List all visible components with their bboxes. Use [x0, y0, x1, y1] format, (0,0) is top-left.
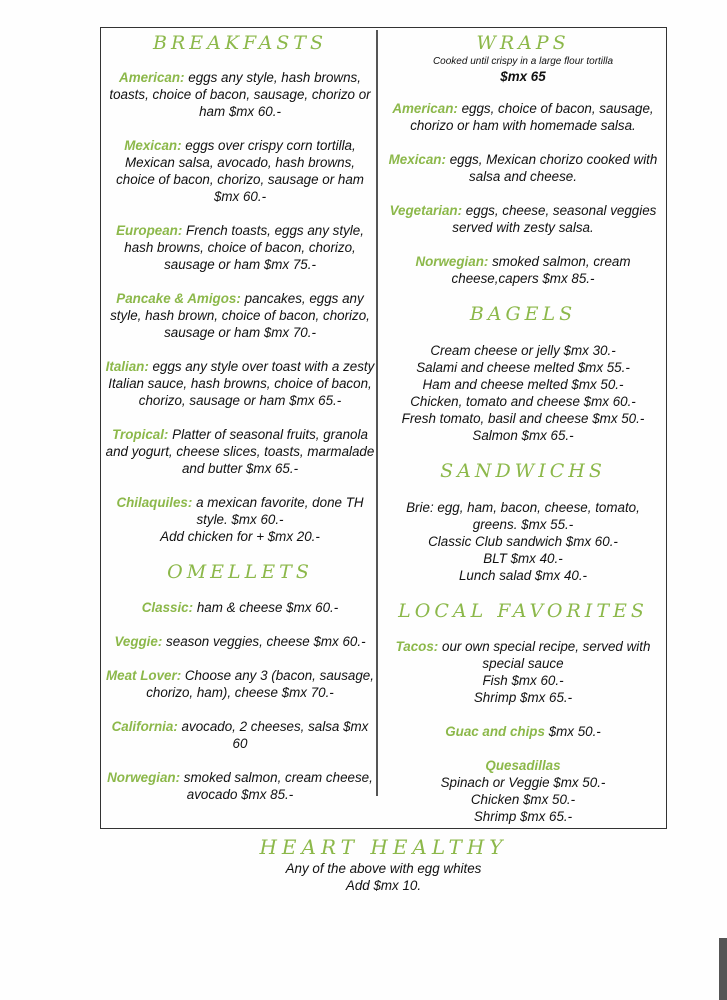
bagel-line: Fresh tomato, basil and cheese $mx 50.- — [401, 411, 645, 426]
breakfast-item: Italian: eggs any style over toast with a zesty Italian sauce, hash browns, choice of bacon, chorizo, sausage or ham $mx 65.- — [105, 359, 375, 408]
local-favorites-title: LOCAL FAVORITES — [398, 600, 648, 622]
tacos-fish: Fish $mx 60.- — [482, 673, 564, 688]
quesadilla-line: Spinach or Veggie $mx 50.- — [440, 775, 606, 790]
breakfast-item: Chilaquiles: a mexican favorite, done TH style. $mx 60.- Add chicken for + $mx 20.- — [116, 495, 364, 544]
guac-item: Guac and chips $mx 50.- — [445, 724, 601, 739]
breakfast-item: Mexican: eggs over crispy corn tortilla, Mexican salsa, avocado, hash browns, choice of bacon, chorizo, sausage or ham $mx 60.- — [116, 138, 364, 204]
left-column — [104, 30, 376, 803]
right-column — [382, 30, 664, 825]
omelet-item: Classic: ham & cheese $mx 60.- — [141, 600, 339, 615]
breakfast-item: Tropical: Platter of seasonal fruits, granola and yogurt, cheese slices, toasts, marmalade and butter $mx 65.- — [105, 427, 375, 476]
wrap-item: Mexican: eggs, Mexican chorizo cooked with salsa and cheese. — [388, 152, 658, 184]
wraps-price: $mx 65 — [500, 69, 546, 84]
tacos-shrimp: Shrimp $mx 65.- — [473, 690, 573, 705]
omelets-title: OMELLETS — [167, 561, 313, 583]
omelet-item: Meat Lover: Choose any 3 (bacon, sausage, chorizo, ham), cheese $mx 70.- — [106, 668, 374, 700]
bagel-line: Salami and cheese melted $mx 55.- — [416, 360, 630, 375]
sandwich-line: Lunch salad $mx 40.- — [458, 568, 588, 583]
wrap-item: American: eggs, choice of bacon, sausage, chorizo or ham with homemade salsa. — [392, 101, 654, 133]
sandwich-line: Brie: egg, ham, bacon, cheese, tomato, greens. $mx 55.- — [406, 500, 640, 532]
breakfast-item: European: French toasts, eggs any style, hash browns, choice of bacon, chorizo, sausage or ham $mx 75.- — [116, 223, 364, 272]
wrap-item: Vegetarian: eggs, cheese, seasonal veggies served with zesty salsa. — [389, 203, 657, 235]
heart-healthy-title: HEART HEALTHY — [259, 835, 508, 859]
bagel-line: Ham and cheese melted $mx 50.- — [422, 377, 624, 392]
breakfast-item: Pancake & Amigos: pancakes, eggs any style, hash brown, choice of bacon, chorizo, sausage or ham $mx 70.- — [110, 291, 370, 340]
sandwich-line: Classic Club sandwich $mx 60.- — [428, 534, 618, 549]
breakfast-item: American: eggs any style, hash browns, toasts, choice of bacon, sausage, chorizo or ham $mx 60.- — [109, 70, 371, 119]
quesadilla-line: Shrimp $mx 65.- — [473, 809, 573, 824]
quesadilla-line: Chicken $mx 50.- — [470, 792, 576, 807]
heart-healthy-line: Any of the above with egg whites — [285, 861, 482, 876]
heart-healthy-price: Add $mx 10. — [345, 878, 422, 893]
sandwich-line: BLT $mx 40.- — [483, 551, 563, 566]
sandwiches-title: SANDWICHS — [440, 460, 606, 482]
omelet-item: Norwegian: smoked salmon, cream cheese, avocado $mx 85.- — [107, 770, 373, 802]
wraps-subtitle: Cooked until crispy in a large flour tortilla — [432, 56, 614, 67]
bagel-line: Salmon $mx 65.- — [472, 428, 574, 443]
quesadillas-label: Quesadillas — [485, 758, 561, 773]
heart-healthy-section — [100, 834, 667, 894]
bagel-line: Cream cheese or jelly $mx 30.- — [430, 343, 616, 358]
omelet-item: Veggie: season veggies, cheese $mx 60.- — [114, 634, 366, 649]
page-edge-shadow — [719, 938, 727, 1000]
bagel-line: Chicken, tomato and cheese $mx 60.- — [410, 394, 636, 409]
breakfasts-title: BREAKFASTS — [152, 32, 327, 54]
wrap-item: Norwegian: smoked salmon, cream cheese,capers $mx 85.- — [415, 254, 631, 286]
bagels-title: BAGELS — [469, 303, 577, 325]
column-divider — [376, 30, 378, 796]
wraps-title: WRAPS — [476, 32, 570, 54]
tacos-item: Tacos: our own special recipe, served with special sauce — [395, 639, 651, 671]
omelet-item: California: avocado, 2 cheeses, salsa $mx 60 — [111, 719, 369, 751]
